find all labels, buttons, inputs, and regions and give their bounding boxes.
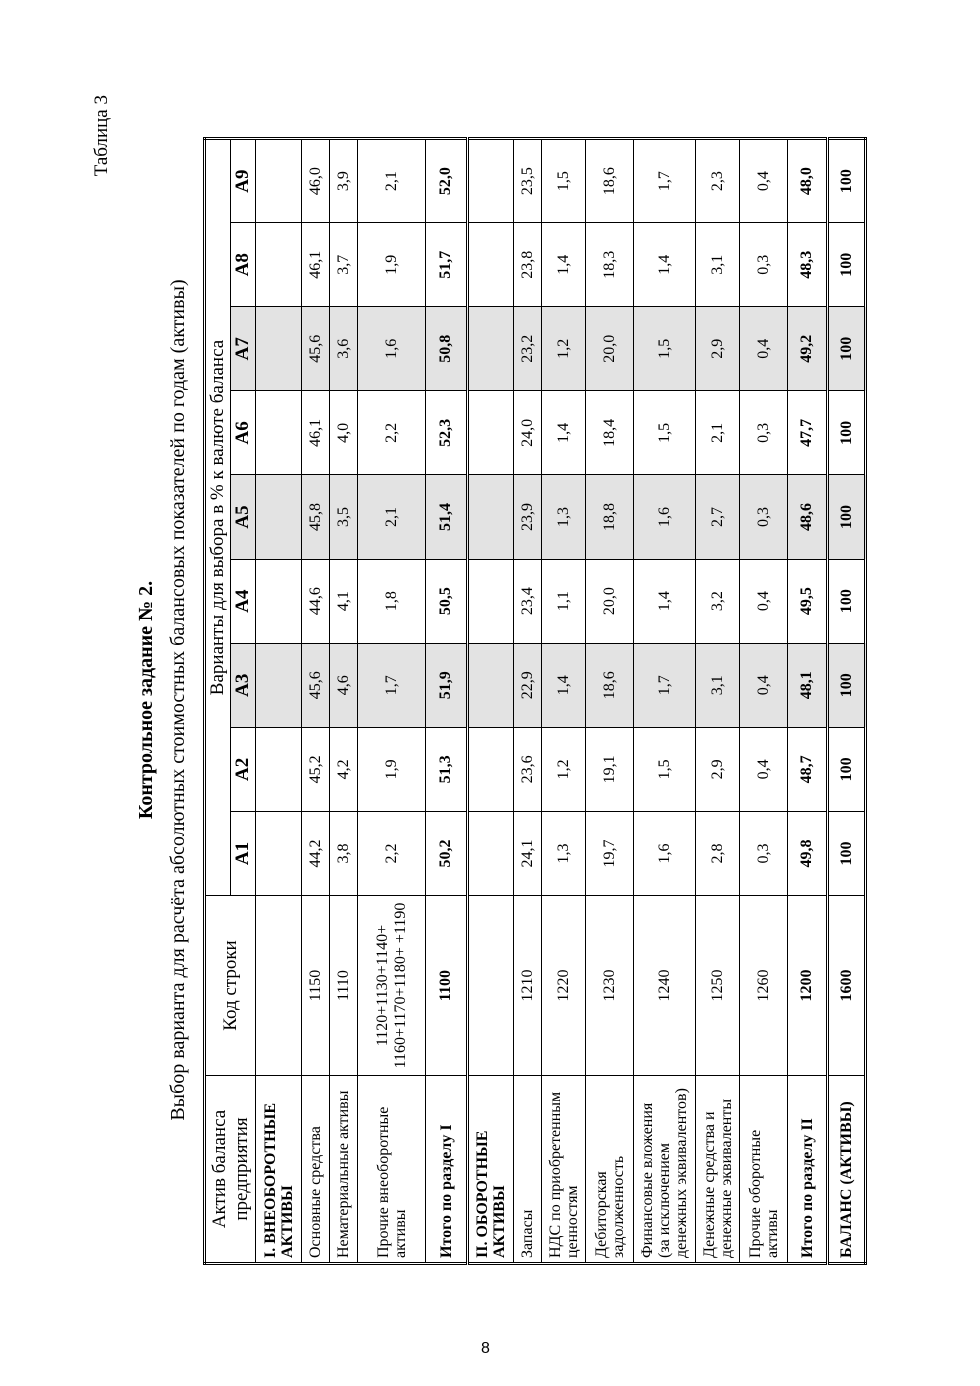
- row-name: Дебиторская задолженность: [586, 1076, 634, 1264]
- header-variant: А3: [231, 643, 256, 727]
- header-variant: А8: [231, 223, 256, 307]
- row-code: 1120+1130+1140+ 1160+1170+1180+ +1190: [358, 896, 426, 1076]
- cell-value: 0,4: [740, 307, 788, 391]
- row-code: 1250: [696, 896, 740, 1076]
- cell-value: 44,6: [302, 559, 330, 643]
- cell-value: 3,2: [696, 559, 740, 643]
- cell-value: 23,4: [514, 559, 542, 643]
- cell-value: 100: [828, 559, 866, 643]
- cell-value: 23,5: [514, 139, 542, 223]
- cell-value: [256, 475, 302, 559]
- cell-value: 45,6: [302, 643, 330, 727]
- cell-value: 3,5: [330, 475, 358, 559]
- cell-value: 52,3: [426, 391, 468, 475]
- cell-value: 0,4: [740, 559, 788, 643]
- cell-value: 18,6: [586, 643, 634, 727]
- cell-value: 1,5: [634, 727, 696, 811]
- cell-value: 1,9: [358, 223, 426, 307]
- cell-value: 0,3: [740, 223, 788, 307]
- row-name: Основные средства: [302, 1076, 330, 1264]
- cell-value: 1,8: [358, 559, 426, 643]
- cell-value: 48,6: [788, 475, 828, 559]
- table-row: [358, 139, 426, 1264]
- header-variant: А2: [231, 727, 256, 811]
- cell-value: 20,0: [586, 307, 634, 391]
- cell-value: 3,1: [696, 643, 740, 727]
- cell-value: 1,2: [542, 727, 586, 811]
- cell-value: 50,5: [426, 559, 468, 643]
- row-code: [468, 896, 514, 1076]
- row-name: Денежные средства и денежные эквиваленты: [696, 1076, 740, 1264]
- cell-value: 45,2: [302, 727, 330, 811]
- row-name: Финансовые вложения (за исключением денежных эквивалентов): [634, 1076, 696, 1264]
- row-code: 1150: [302, 896, 330, 1076]
- cell-value: [256, 307, 302, 391]
- table-row: [542, 139, 586, 1264]
- cell-value: [256, 811, 302, 895]
- cell-value: 3,7: [330, 223, 358, 307]
- cell-value: 0,4: [740, 643, 788, 727]
- header-variant: А4: [231, 559, 256, 643]
- cell-value: 1,5: [542, 139, 586, 223]
- header-row-1: [205, 139, 231, 1264]
- cell-value: 18,6: [586, 139, 634, 223]
- page-number: 8: [481, 1340, 490, 1357]
- cell-value: 24,1: [514, 811, 542, 895]
- row-name: Прочие оборотные активы: [740, 1076, 788, 1264]
- section-heading: II. ОБОРОТНЫЕ АКТИВЫ: [468, 1076, 514, 1264]
- cell-value: 4,1: [330, 559, 358, 643]
- cell-value: 19,1: [586, 727, 634, 811]
- cell-value: 0,4: [740, 139, 788, 223]
- header-row-code: Код строки: [205, 896, 256, 1076]
- cell-value: [468, 559, 514, 643]
- cell-value: [256, 223, 302, 307]
- row-code: 1210: [514, 896, 542, 1076]
- cell-value: 22,9: [514, 643, 542, 727]
- cell-value: 50,8: [426, 307, 468, 391]
- cell-value: 48,1: [788, 643, 828, 727]
- cell-value: 20,0: [586, 559, 634, 643]
- cell-value: 49,8: [788, 811, 828, 895]
- cell-value: 0,3: [740, 475, 788, 559]
- row-name: Прочие внеоборотные активы: [358, 1076, 426, 1264]
- cell-value: 1,1: [542, 559, 586, 643]
- cell-value: 100: [828, 307, 866, 391]
- header-asset-name: Актив баланса предприятия: [205, 1076, 256, 1264]
- cell-value: 3,6: [330, 307, 358, 391]
- row-code: 1600: [828, 896, 866, 1076]
- cell-value: 100: [828, 223, 866, 307]
- cell-value: 50,2: [426, 811, 468, 895]
- table-row: [828, 139, 866, 1264]
- cell-value: 45,8: [302, 475, 330, 559]
- cell-value: 49,5: [788, 559, 828, 643]
- cell-value: 3,1: [696, 223, 740, 307]
- row-name: Запасы: [514, 1076, 542, 1264]
- cell-value: 2,7: [696, 475, 740, 559]
- rotated-content: [90, 65, 880, 1335]
- row-code: 1110: [330, 896, 358, 1076]
- cell-value: 1,4: [542, 643, 586, 727]
- table-row: [514, 139, 542, 1264]
- cell-value: 18,3: [586, 223, 634, 307]
- cell-value: 1,7: [634, 643, 696, 727]
- cell-value: 19,7: [586, 811, 634, 895]
- row-code: 1230: [586, 896, 634, 1076]
- table-row: [256, 139, 302, 1264]
- cell-value: 2,2: [358, 811, 426, 895]
- cell-value: 51,9: [426, 643, 468, 727]
- table-row: [468, 139, 514, 1264]
- cell-value: 2,9: [696, 727, 740, 811]
- table-subtitle: Выбор варианта для расчёта абсолютных стоимостных балансовых показателей по годам (активы): [167, 279, 189, 1121]
- cell-value: 1,4: [634, 559, 696, 643]
- row-code: [256, 896, 302, 1076]
- cell-value: 48,3: [788, 223, 828, 307]
- cell-value: 52,0: [426, 139, 468, 223]
- cell-value: 3,8: [330, 811, 358, 895]
- cell-value: 1,5: [634, 307, 696, 391]
- cell-value: [468, 139, 514, 223]
- cell-value: 4,6: [330, 643, 358, 727]
- table-row: [302, 139, 330, 1264]
- row-code: 1200: [788, 896, 828, 1076]
- cell-value: 100: [828, 139, 866, 223]
- cell-value: 23,8: [514, 223, 542, 307]
- cell-value: [468, 223, 514, 307]
- cell-value: [468, 643, 514, 727]
- table-row: [788, 139, 828, 1264]
- cell-value: 4,2: [330, 727, 358, 811]
- cell-value: 24,0: [514, 391, 542, 475]
- cell-value: [256, 559, 302, 643]
- cell-value: 47,7: [788, 391, 828, 475]
- header-variant: А1: [231, 811, 256, 895]
- row-name: НДС по приобретенным ценностям: [542, 1076, 586, 1264]
- cell-value: 100: [828, 727, 866, 811]
- cell-value: 0,4: [740, 727, 788, 811]
- header-variants: Варианты для выбора в % к валюте баланса: [205, 139, 231, 896]
- cell-value: 1,5: [634, 391, 696, 475]
- row-name: Нематериальные активы: [330, 1076, 358, 1264]
- cell-value: 1,4: [634, 223, 696, 307]
- row-name: Итого по разделу II: [788, 1076, 828, 1264]
- cell-value: 2,9: [696, 307, 740, 391]
- cell-value: 18,8: [586, 475, 634, 559]
- page-title: Контрольное задание № 2.: [135, 580, 157, 820]
- header-variant: А6: [231, 391, 256, 475]
- cell-value: 23,9: [514, 475, 542, 559]
- cell-value: 2,3: [696, 139, 740, 223]
- cell-value: [468, 727, 514, 811]
- table-row: [586, 139, 634, 1264]
- cell-value: 1,4: [542, 391, 586, 475]
- cell-value: 2,1: [358, 475, 426, 559]
- cell-value: 100: [828, 475, 866, 559]
- cell-value: [256, 643, 302, 727]
- cell-value: 100: [828, 643, 866, 727]
- row-code: 1240: [634, 896, 696, 1076]
- cell-value: [468, 475, 514, 559]
- cell-value: 1,3: [542, 811, 586, 895]
- cell-value: 23,6: [514, 727, 542, 811]
- cell-value: 4,0: [330, 391, 358, 475]
- cell-value: 1,6: [358, 307, 426, 391]
- cell-value: [256, 391, 302, 475]
- cell-value: 48,7: [788, 727, 828, 811]
- header-variant: А9: [231, 139, 256, 223]
- cell-value: 51,3: [426, 727, 468, 811]
- cell-value: 46,0: [302, 139, 330, 223]
- balance-table: [203, 137, 867, 1265]
- cell-value: 1,7: [634, 139, 696, 223]
- cell-value: 51,4: [426, 475, 468, 559]
- cell-value: 3,9: [330, 139, 358, 223]
- cell-value: 0,3: [740, 391, 788, 475]
- cell-value: 2,2: [358, 391, 426, 475]
- table-row: [330, 139, 358, 1264]
- cell-value: 2,1: [696, 391, 740, 475]
- cell-value: 100: [828, 811, 866, 895]
- header-variant: А5: [231, 475, 256, 559]
- row-name: Итого по разделу I: [426, 1076, 468, 1264]
- row-code: 1100: [426, 896, 468, 1076]
- section-heading: I. ВНЕОБОРОТНЫЕ АКТИВЫ: [256, 1076, 302, 1264]
- cell-value: [468, 307, 514, 391]
- cell-value: 2,8: [696, 811, 740, 895]
- cell-value: [256, 139, 302, 223]
- header-variant: А7: [231, 307, 256, 391]
- cell-value: 18,4: [586, 391, 634, 475]
- cell-value: 1,4: [542, 223, 586, 307]
- cell-value: 1,3: [542, 475, 586, 559]
- cell-value: [256, 727, 302, 811]
- cell-value: 1,6: [634, 475, 696, 559]
- cell-value: 1,2: [542, 307, 586, 391]
- cell-value: 46,1: [302, 391, 330, 475]
- cell-value: 2,1: [358, 139, 426, 223]
- cell-value: 45,6: [302, 307, 330, 391]
- cell-value: [468, 391, 514, 475]
- cell-value: 48,0: [788, 139, 828, 223]
- cell-value: 49,2: [788, 307, 828, 391]
- cell-value: 46,1: [302, 223, 330, 307]
- table-row: [426, 139, 468, 1264]
- table-row: [740, 139, 788, 1264]
- cell-value: [468, 811, 514, 895]
- cell-value: 1,6: [634, 811, 696, 895]
- cell-value: 0,3: [740, 811, 788, 895]
- cell-value: 1,9: [358, 727, 426, 811]
- row-code: 1220: [542, 896, 586, 1076]
- table-caption: Таблица 3: [91, 95, 112, 177]
- table-row: [696, 139, 740, 1264]
- cell-value: 23,2: [514, 307, 542, 391]
- table-row: [634, 139, 696, 1264]
- row-name: БАЛАНС (АКТИВЫ): [828, 1076, 866, 1264]
- cell-value: 51,7: [426, 223, 468, 307]
- cell-value: 44,2: [302, 811, 330, 895]
- cell-value: 1,7: [358, 643, 426, 727]
- row-code: 1260: [740, 896, 788, 1076]
- cell-value: 100: [828, 391, 866, 475]
